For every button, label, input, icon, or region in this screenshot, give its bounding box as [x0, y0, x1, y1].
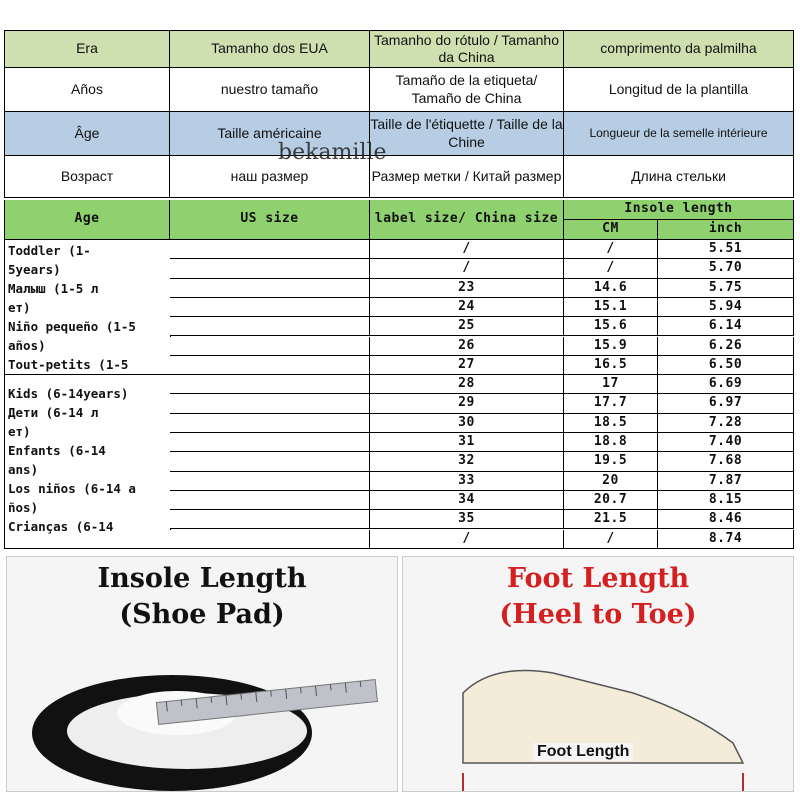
us-size-cell	[170, 279, 370, 298]
lang-row-0-us: Tamanho dos EUA	[170, 30, 370, 68]
inch-cell: 6.14	[658, 317, 794, 336]
watermark: bekamille	[278, 140, 387, 165]
foot-length-caption: Foot Length	[533, 743, 633, 761]
label-size-cell: 29	[370, 394, 564, 413]
inch-cell: 7.40	[658, 433, 794, 452]
cm-cell: 21.5	[564, 510, 658, 529]
lang-row-1-age: Años	[4, 68, 170, 112]
label-size-cell: /	[370, 530, 564, 549]
inch-cell: 7.28	[658, 414, 794, 433]
inch-cell: 5.51	[658, 240, 794, 259]
cm-cell: 15.9	[564, 337, 658, 356]
cm-cell: /	[564, 530, 658, 549]
label-size-cell: 34	[370, 491, 564, 510]
header-age: Age	[4, 200, 170, 240]
cm-cell: /	[564, 259, 658, 278]
insole-subtitle: (Shoe Pad)	[119, 599, 285, 630]
lang-row-1-insole: Longitud de la plantilla	[564, 68, 794, 112]
us-size-cell	[170, 356, 370, 375]
us-size-cell	[170, 375, 370, 394]
lang-row-0-label: Tamanho do rótulo / Tamanho da China	[370, 30, 564, 68]
lang-row-3-us: наш размер	[170, 156, 370, 198]
cm-cell: 19.5	[564, 452, 658, 471]
insole-title: Insole Length	[97, 563, 307, 594]
label-size-cell: /	[370, 259, 564, 278]
cm-cell: /	[564, 240, 658, 259]
us-size-cell	[170, 510, 370, 529]
us-size-cell	[170, 337, 370, 356]
inch-cell: 7.68	[658, 452, 794, 471]
us-size-cell	[170, 491, 370, 510]
cm-cell: 18.5	[564, 414, 658, 433]
inch-cell: 8.15	[658, 491, 794, 510]
label-size-cell: 24	[370, 298, 564, 317]
age-group-kids: Kids (6-14years) Дети (6-14 л ет) Enfants (6-14 ans) Los niños (6-14 a ños) Crianças (6-14	[8, 386, 136, 534]
inch-cell: 5.70	[658, 259, 794, 278]
label-size-cell: 30	[370, 414, 564, 433]
header-label-size: label size/ China size	[370, 200, 564, 240]
inch-cell: 6.26	[658, 337, 794, 356]
inch-cell: 5.94	[658, 298, 794, 317]
label-size-cell: 27	[370, 356, 564, 375]
lang-row-3-insole: Длина стельки	[564, 156, 794, 198]
lang-row-1-us: nuestro tamaño	[170, 68, 370, 112]
cm-cell: 14.6	[564, 279, 658, 298]
insole-length-panel	[6, 556, 398, 792]
lang-row-3-age: Возраст	[4, 156, 170, 198]
label-size-cell: 28	[370, 375, 564, 394]
lang-row-0-age: Era	[4, 30, 170, 68]
cm-cell: 16.5	[564, 356, 658, 375]
header-cm: CM	[564, 220, 658, 240]
cm-cell: 20.7	[564, 491, 658, 510]
header-insole-length: Insole length	[564, 200, 794, 220]
shoe-insole-illustration	[7, 653, 398, 792]
inch-cell: 8.46	[658, 510, 794, 529]
inch-cell: 6.97	[658, 394, 794, 413]
cm-cell: 18.8	[564, 433, 658, 452]
lang-row-1-label: Tamaño de la etiqueta/ Tamaño de China	[370, 68, 564, 112]
label-size-cell: 23	[370, 279, 564, 298]
inch-cell: 6.50	[658, 356, 794, 375]
age-group-toddler: Toddler (1- 5years) Малыш (1-5 л ет) Niño pequeño (1-5 años) Tout-petits (1-5	[8, 243, 136, 372]
us-size-cell	[170, 472, 370, 491]
lang-row-2-us: Taille américaine	[170, 112, 370, 156]
us-size-cell	[170, 298, 370, 317]
us-size-cell	[170, 530, 370, 549]
us-size-cell	[170, 414, 370, 433]
label-size-cell: 26	[370, 337, 564, 356]
us-size-cell	[170, 452, 370, 471]
lang-row-2-insole: Longueur de la semelle intérieure	[564, 112, 794, 156]
cm-cell: 17	[564, 375, 658, 394]
us-size-cell	[170, 317, 370, 336]
label-size-cell: 35	[370, 510, 564, 529]
inch-cell: 7.87	[658, 472, 794, 491]
label-size-cell: 33	[370, 472, 564, 491]
foot-subtitle: (Heel to Toe)	[499, 599, 697, 630]
inch-cell: 5.75	[658, 279, 794, 298]
header-us-size: US size	[170, 200, 370, 240]
label-size-cell: /	[370, 240, 564, 259]
cm-cell: 15.6	[564, 317, 658, 336]
cm-cell: 17.7	[564, 394, 658, 413]
lang-row-2-label: Taille de l'étiquette / Taille de la Chine	[370, 112, 564, 156]
foot-length-panel	[402, 556, 794, 792]
foot-title: Foot Length	[506, 563, 690, 594]
lang-row-3-label: Размер метки / Китай размер	[370, 156, 564, 198]
us-size-cell	[170, 394, 370, 413]
label-size-cell: 31	[370, 433, 564, 452]
lang-row-0-insole: comprimento da palmilha	[564, 30, 794, 68]
cm-cell: 20	[564, 472, 658, 491]
label-size-cell: 25	[370, 317, 564, 336]
us-size-cell	[170, 433, 370, 452]
lang-row-2-age: Âge	[4, 112, 170, 156]
header-inch: inch	[658, 220, 794, 240]
inch-cell: 8.74	[658, 530, 794, 549]
label-size-cell: 32	[370, 452, 564, 471]
foot-illustration	[403, 653, 794, 792]
us-size-cell	[170, 259, 370, 278]
us-size-cell	[170, 240, 370, 259]
cm-cell: 15.1	[564, 298, 658, 317]
inch-cell: 6.69	[658, 375, 794, 394]
